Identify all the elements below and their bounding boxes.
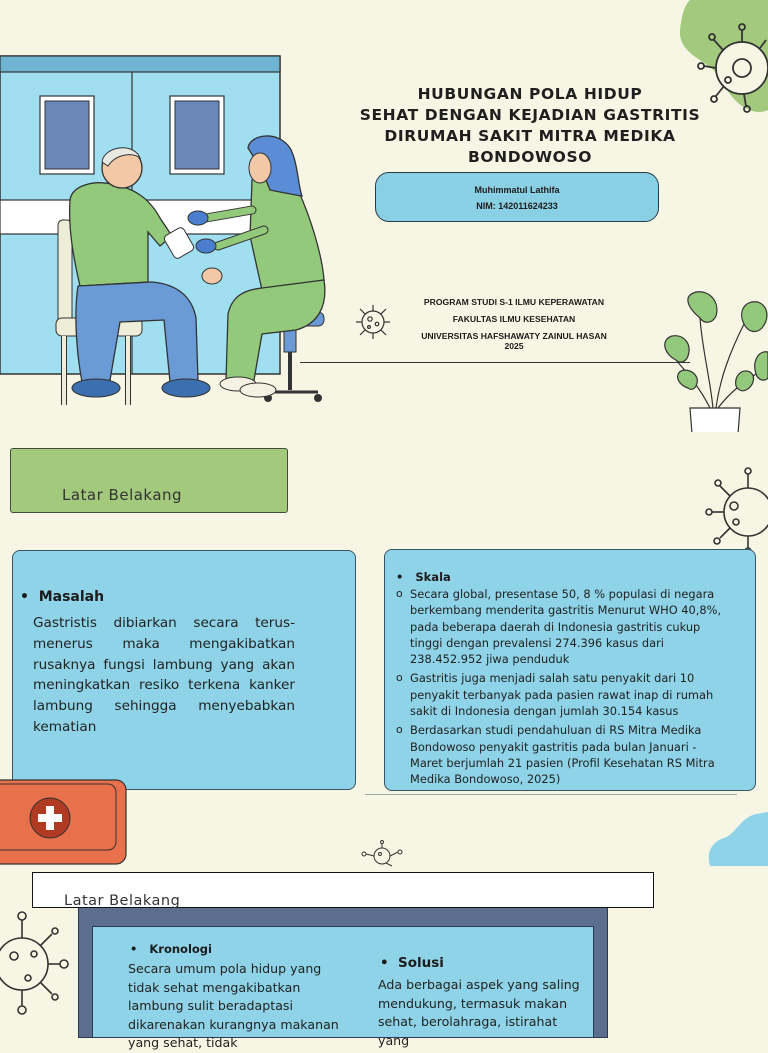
masalah-text: Gastristis dibiarkan secara terus-menerus maka mengakibatkan rusaknya fungsi lambung yang akan meningkatkan resiko terkena kanker lambung sehingga menyebabkan kematian bbox=[33, 615, 295, 735]
presentation-title bbox=[340, 84, 720, 168]
section-label-latar-belakang bbox=[10, 448, 288, 513]
institution-block bbox=[400, 297, 628, 351]
section-label-text: Latar Belakang bbox=[62, 486, 183, 504]
author-nim: NIM: 142011624233 bbox=[476, 201, 558, 211]
divider-line bbox=[300, 362, 690, 363]
year: 2025 bbox=[504, 341, 524, 351]
skala-heading: • Skala bbox=[396, 570, 451, 584]
kronologi-heading: • Kronologi bbox=[130, 942, 212, 956]
masalah-heading-text: Masalah bbox=[38, 589, 105, 605]
tiny-virus-icon bbox=[358, 840, 408, 868]
nurse-patient-illustration bbox=[0, 50, 330, 412]
virus-left-icon bbox=[0, 906, 72, 1024]
list-item: o Secara global, presentase 50, 8 % populasi di negara berkembang menderita gastritis Menurut WHO 40,8%, pada beberapa daerah di Indonesia gastritis cukup tinggi dengan prevalensi 274.396 kasus dari 238.452.952 jiwa penduduk bbox=[396, 587, 722, 667]
title-line: DIRUMAH SAKIT MITRA MEDIKA bbox=[384, 127, 676, 145]
author-name: Muhimmatul Lathifa bbox=[474, 185, 560, 195]
skala-heading-text: Skala bbox=[415, 570, 451, 584]
kronologi-heading-text: Kronologi bbox=[149, 942, 212, 956]
title-slide bbox=[0, 0, 768, 432]
kronologi-text: Secara umum pola hidup yang tidak sehat mengakibatkan lambung sulit beradaptasi dikarenakan kurangnya makanan yang sehat, tidak bbox=[128, 961, 339, 1050]
divider-line bbox=[365, 794, 737, 795]
masalah-heading: • Masalah bbox=[20, 589, 105, 605]
blob-decoration bbox=[706, 812, 768, 866]
title-line: SEHAT DENGAN KEJADIAN GASTRITIS bbox=[359, 106, 701, 124]
skala-list bbox=[396, 586, 726, 791]
virus-right-icon bbox=[700, 462, 768, 556]
title-line: BONDOWOSO bbox=[467, 148, 593, 166]
solusi-text: Ada berbagai aspek yang saling mendukung, termasuk makan sehat, berolahraga, istirahat yang bbox=[378, 977, 580, 1048]
title-line: HUBUNGAN POLA HIDUP bbox=[417, 85, 643, 103]
solusi-heading-text: Solusi bbox=[398, 955, 444, 971]
faculty: FAKULTAS ILMU KESEHATAN bbox=[452, 314, 576, 324]
list-item: o Berdasarkan studi pendahuluan di RS Mitra Medika Bondowoso penyakit gastritis pada bulan Januari - Maret berjumlah 21 pasien (Profil Kesehatan RS Mitra Medika Bondowoso, 2025) bbox=[396, 723, 715, 787]
first-aid-kit-icon bbox=[0, 770, 132, 866]
small-virus-icon bbox=[350, 300, 396, 344]
list-item: o Gastritis juga menjadi salah satu penyakit dari 10 penyakit terbanyak pada pasien rawat inap di rumah sakit di Indonesia dengan jumlah 30.154 kasus bbox=[396, 671, 714, 719]
solusi-heading: • Solusi bbox=[380, 955, 444, 971]
study-program: PROGRAM STUDI S-1 ILMU KEPERAWATAN bbox=[423, 297, 605, 307]
author-box bbox=[375, 172, 659, 222]
skala-item-text: Secara global, presentase 50, 8 % populasi di negara berkembang menderita gastritis Menurut WHO 40,8%, pada beberapa daerah di Indonesia gastritis cukup tinggi dengan prevalensi 274.396 kasus dari 238.452.952 jiwa penduduk bbox=[410, 587, 722, 667]
skala-item-text: Berdasarkan studi pendahuluan di RS Mitra Medika Bondowoso penyakit gastritis pada bulan Januari - Maret berjumlah 21 pasien (Profil Kesehatan RS Mitra Medika Bondowoso, 2025) bbox=[410, 723, 715, 787]
skala-item-text: Gastritis juga menjadi salah satu penyakit dari 10 penyakit terbanyak pada pasien rawat inap di rumah sakit di Indonesia dengan jumlah 30.154 kasus bbox=[410, 671, 714, 719]
university: UNIVERSITAS HAFSHAWATY ZAINUL HASAN bbox=[421, 331, 607, 341]
plant-icon bbox=[658, 288, 768, 432]
slide3-section-label: Latar Belakang bbox=[64, 893, 181, 909]
